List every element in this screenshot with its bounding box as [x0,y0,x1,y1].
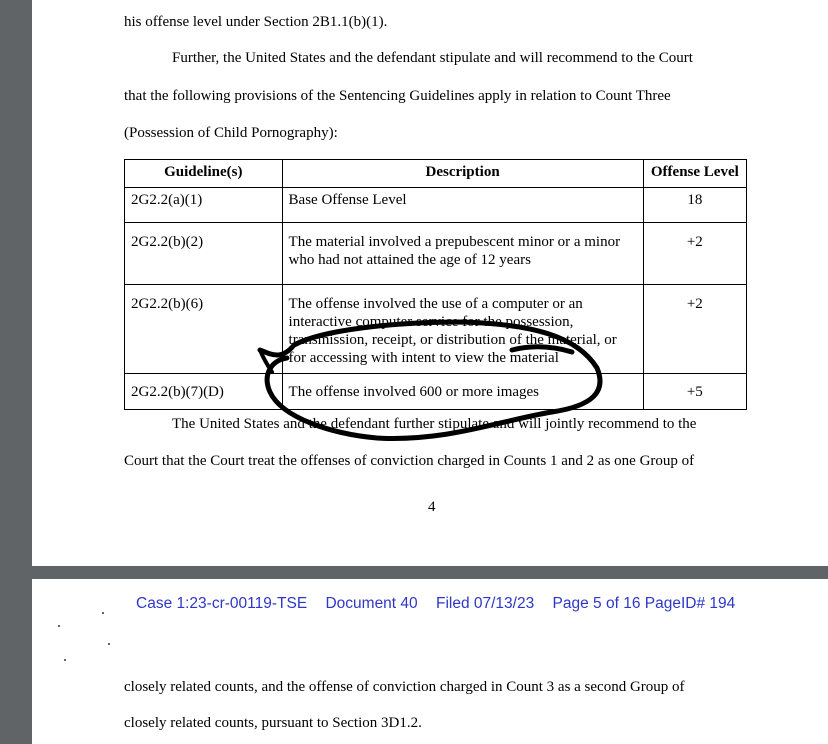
table-row [125,223,747,285]
text-line: closely related counts, and the offense of conviction charged in Count 3 as a second Group of [124,679,685,695]
scan-speck [58,625,60,627]
ecf-header-stamp [136,595,735,613]
cell-guideline: 2G2.2(b)(7)(D) [125,374,283,410]
scan-speck [108,643,110,645]
cell-guideline: 2G2.2(b)(2) [125,223,283,285]
document-page-5 [32,579,828,744]
text-line: The United States and the defendant further stipulate and will jointly recommend to the [172,416,697,432]
document-number: Document 40 [325,595,418,612]
text-line: Further, the United States and the defendant stipulate and will recommend to the Court [172,50,693,66]
cell-description: The material involved a prepubescent minor or a minor who had not attained the age of 12 years [282,223,643,285]
guidelines-table [124,159,747,410]
cell-guideline: 2G2.2(b)(6) [125,285,283,374]
table-header-row [125,160,747,188]
cell-level: +2 [643,223,746,285]
text-line: that the following provisions of the Sentencing Guidelines apply in relation to Count Three [124,88,671,104]
page-info: Page 5 of 16 PageID# 194 [552,595,736,612]
text-line: Court that the Court treat the offenses of conviction charged in Counts 1 and 2 as one Group of [124,453,695,469]
text-line: his offense level under Section 2B1.1(b)(1). [124,14,388,30]
cell-description: The offense involved the use of a computer or an interactive computer service for the possession, transmission, receipt, or distribution of the material, or for accessing with intent to view the material [282,285,643,374]
cell-description: Base Offense Level [282,188,643,223]
table-row [125,188,747,223]
scan-speck [102,612,104,614]
page-number: 4 [428,499,436,515]
case-number: Case 1:23-cr-00119-TSE [136,595,308,612]
filed-date: Filed 07/13/23 [435,595,535,612]
header-offense-level: Offense Level [643,160,746,188]
cell-description: The offense involved 600 or more images [282,374,643,410]
cell-level: +2 [643,285,746,374]
text-line: closely related counts, pursuant to Section 3D1.2. [124,715,422,731]
cell-level: +5 [643,374,746,410]
document-page-4 [32,0,828,566]
table-row [125,374,747,410]
cell-guideline: 2G2.2(a)(1) [125,188,283,223]
scan-speck [64,659,66,661]
table-row [125,285,747,374]
text-line: (Possession of Child Pornography): [124,125,338,141]
cell-level: 18 [643,188,746,223]
header-guideline: Guideline(s) [125,160,283,188]
header-description: Description [282,160,643,188]
